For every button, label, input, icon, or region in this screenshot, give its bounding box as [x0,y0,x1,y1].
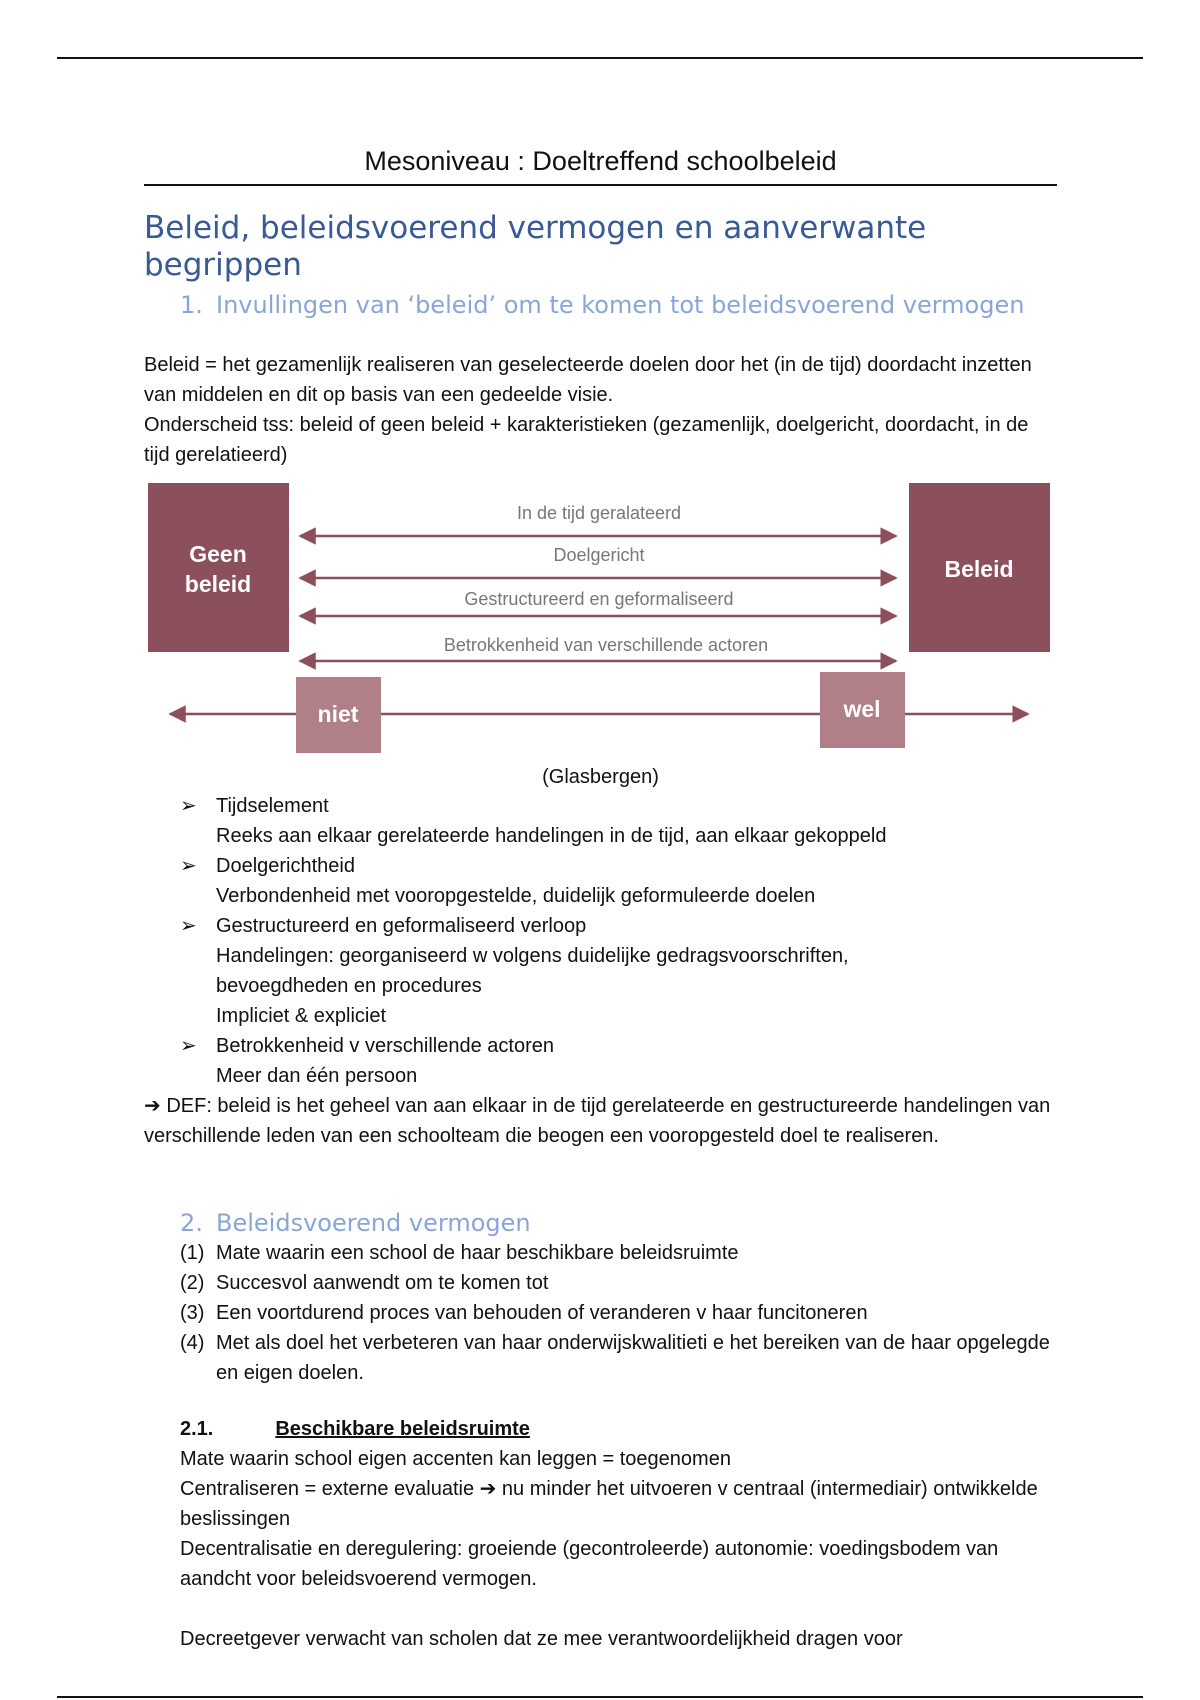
list-item [144,911,1057,941]
list-item-text: Een voortdurend proces van behouden of veranderen v haar funcitoneren [216,1302,868,1324]
arrow-label-gestructureerd: Gestructureerd en geformaliseerd [464,589,734,609]
arrow-bullet-icon: ➢ [180,915,197,937]
list-item-text: Mate waarin een school de haar beschikbare beleidsruimte [216,1242,739,1264]
paragraph: Decentralisatie en deregulering: groeiende (gecontroleerde) autonomie: voedingsbodem van aandcht voor beleidsvoerend vermogen. [180,1538,999,1590]
beleid-label: Beleid [944,556,1014,582]
characteristics-list [144,791,1057,1151]
list-item-title: Doelgerichtheid [216,855,355,877]
list-item [144,851,1057,881]
section-1-body [144,350,1057,470]
page-top-border [57,57,1143,59]
list-item-detail: Impliciet & expliciet [216,1005,387,1027]
section-1-title: Invullingen van ‘beleid’ om te komen tot beleidsvoerend vermogen [216,291,1025,319]
section-2-1-title: Beschikbare beleidsruimte [275,1418,530,1440]
list-item-title: Gestructureerd en geformaliseerd verloop [216,915,587,937]
paragraph: Mate waarin school eigen accenten kan leggen = toegenomen [180,1448,731,1470]
section-2-heading [144,1208,1057,1238]
list-item [144,1328,1057,1388]
glasbergen-diagram [148,480,1053,760]
list-item-text: Succesvol aanwendt om te komen tot [216,1272,549,1294]
list-item [144,1298,1057,1328]
niet-label: niet [317,701,359,727]
diagram-caption: (Glasbergen) [542,766,659,788]
definition: ➔ DEF: beleid is het geheel van aan elkaar in de tijd gerelateerde en gestructureerde handelingen van verschillende leden van een schoolteam die beogen een vooropgesteld doel te realiseren. [144,1095,1051,1147]
list-number: (1) [180,1242,205,1264]
section-2-list [144,1238,1057,1388]
list-item-detail: Reeks aan elkaar gerelateerde handelingen in de tijd, aan elkaar gekoppeld [216,825,887,847]
list-item-title: Tijdselement [216,795,329,817]
header-underline [144,184,1057,186]
section-2-number: 2. [180,1209,203,1237]
geen-beleid-label-2: beleid [184,571,252,597]
list-number: (2) [180,1272,205,1294]
arrow-label-betrokkenheid: Betrokkenheid van verschillende actoren [443,635,769,655]
list-item-detail: Handelingen: georganiseerd w volgens duidelijke gedragsvoorschriften, bevoegdheden en procedures [216,945,849,997]
paragraph: Beleid = het gezamenlijk realiseren van geselecteerde doelen door het (in de tijd) doordacht inzetten van middelen en dit op basis van een gedeelde visie. [144,354,1032,406]
paragraph: Centraliseren = externe evaluatie ➔ nu minder het uitvoeren v centraal (intermediair) ontwikkelde beslissingen [180,1478,1038,1530]
list-number: (4) [180,1332,205,1354]
geen-beleid-label-1: Geen [189,541,247,567]
section-2-title: Beleidsvoerend vermogen [216,1209,531,1237]
list-item-text: Met als doel het verbeteren van haar onderwijskwalitieti e het bereiken van de haar opgelegde en eigen doelen. [216,1332,1050,1384]
list-item [144,1238,1057,1268]
list-item [144,1031,1057,1061]
section-2-1 [144,1414,1057,1654]
page-header-title: Mesoniveau : Doeltreffend schoolbeleid [364,146,837,176]
arrow-label-tijd: In de tijd geralateerd [516,503,682,523]
heading-1: Beleid, beleidsvoerend vermogen en aanverwante begrippen [144,210,927,283]
paragraph: Decreetgever verwacht van scholen dat ze mee verantwoordelijkheid dragen voor [180,1628,903,1650]
arrow-label-doelgericht: Doelgericht [553,545,645,565]
list-number: (3) [180,1302,205,1324]
list-item-detail: Verbondenheid met vooropgestelde, duidelijk geformuleerde doelen [216,885,816,907]
section-1-number: 1. [180,291,203,319]
paragraph: Onderscheid tss: beleid of geen beleid + karakteristieken (gezamenlijk, doelgericht, doordacht, in de tijd gerelatieerd) [144,414,1029,466]
section-2-1-number: 2.1. [180,1418,214,1440]
wel-label: wel [843,696,881,722]
arrow-bullet-icon: ➢ [180,795,197,817]
section-2-1-heading [180,1414,1057,1444]
list-item [144,1268,1057,1298]
geen-beleid-box [148,483,289,652]
page-bottom-border [57,1696,1143,1698]
section-1-heading [144,290,1057,320]
arrow-bullet-icon: ➢ [180,1035,197,1057]
list-item-detail: Meer dan één persoon [216,1065,418,1087]
list-item [144,791,1057,821]
list-item-title: Betrokkenheid v verschillende actoren [216,1035,554,1057]
arrow-bullet-icon: ➢ [180,855,197,877]
